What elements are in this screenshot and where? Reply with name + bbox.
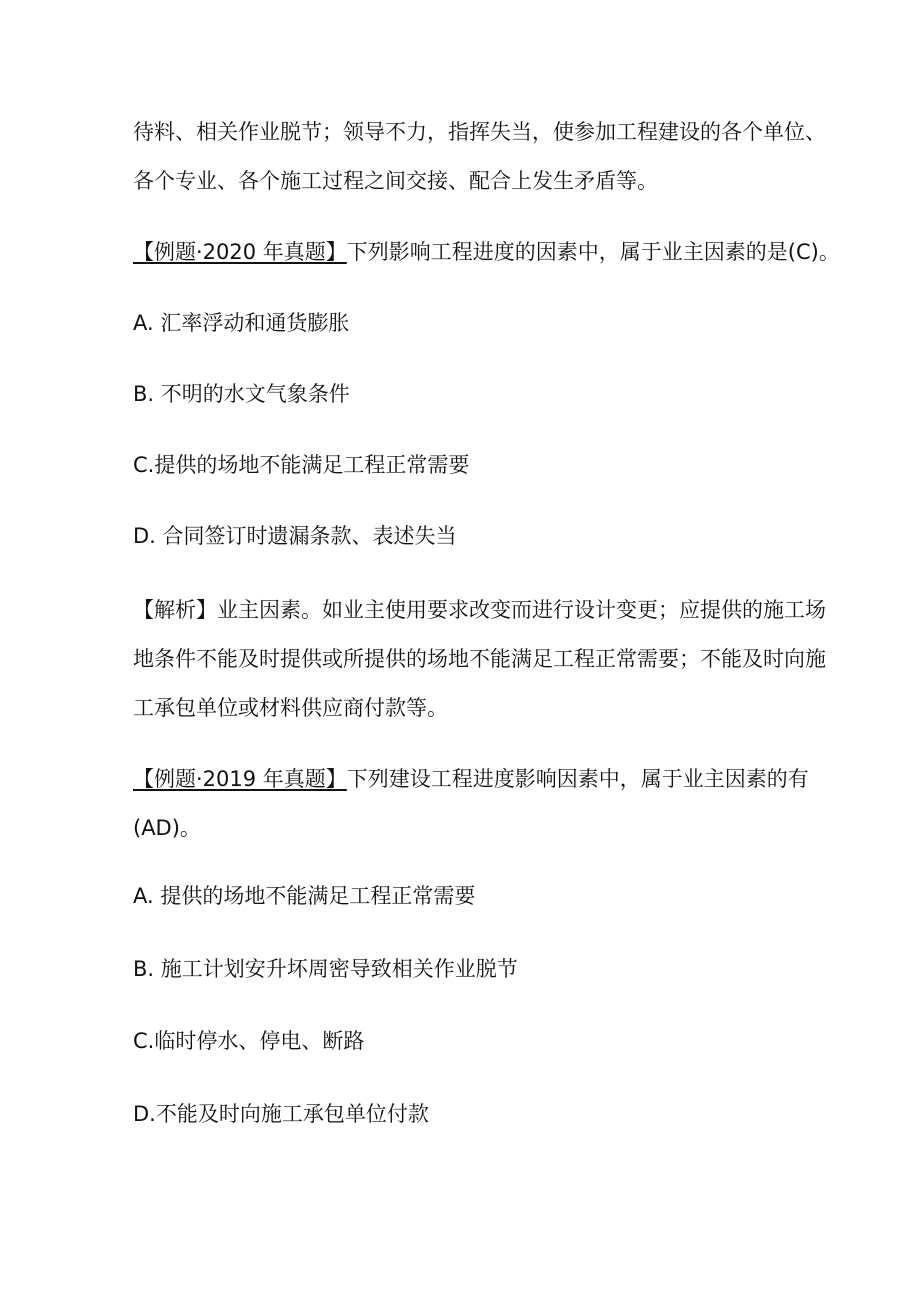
question-1-option-a: A. 汇率浮动和通货膨胀 — [133, 311, 350, 335]
analysis-line-3: 工承包单位或材料供应商付款等。 — [133, 696, 448, 720]
question-2-stem-line-1 — [133, 765, 809, 793]
intro-line-1: 待料、相关作业脱节；领导不力，指挥失当，使参加工程建设的各个单位、 — [133, 120, 826, 144]
question-1-option-d: D. 合同签订时遗漏条款、表述失当 — [133, 524, 457, 548]
question-2-tag: 【例题·2019 年真题】 — [133, 767, 347, 791]
analysis-line-2: 地条件不能及时提供或所提供的场地不能满足工程正常需要；不能及时向施 — [133, 647, 826, 671]
question-1-stem — [133, 238, 840, 266]
question-2-option-a: A. 提供的场地不能满足工程正常需要 — [133, 884, 476, 908]
question-1-option-b: B. 不明的水文气象条件 — [133, 382, 350, 406]
analysis-line-1: 【解析】业主因素。如业主使用要求改变而进行设计变更；应提供的施工场 — [133, 598, 826, 622]
question-2-text: 下列建设工程进度影响因素中，属于业主因素的有 — [346, 767, 809, 791]
question-1-text: 下列影响工程进度的因素中，属于业主因素的是(C)。 — [346, 240, 840, 264]
intro-line-2: 各个专业、各个施工过程之间交接、配合上发生矛盾等。 — [133, 169, 658, 193]
question-2-option-b: B. 施工计划安升坏周密导致相关作业脱节 — [133, 957, 518, 981]
question-1-option-c: C.提供的场地不能满足工程正常需要 — [133, 453, 470, 477]
question-2-option-d: D.不能及时向施工承包单位付款 — [133, 1102, 429, 1126]
question-2-stem-line-2: (AD)。 — [133, 816, 201, 840]
question-2-option-c: C.临时停水、停电、断路 — [133, 1029, 365, 1053]
question-1-tag: 【例题·2020 年真题】 — [133, 240, 347, 264]
